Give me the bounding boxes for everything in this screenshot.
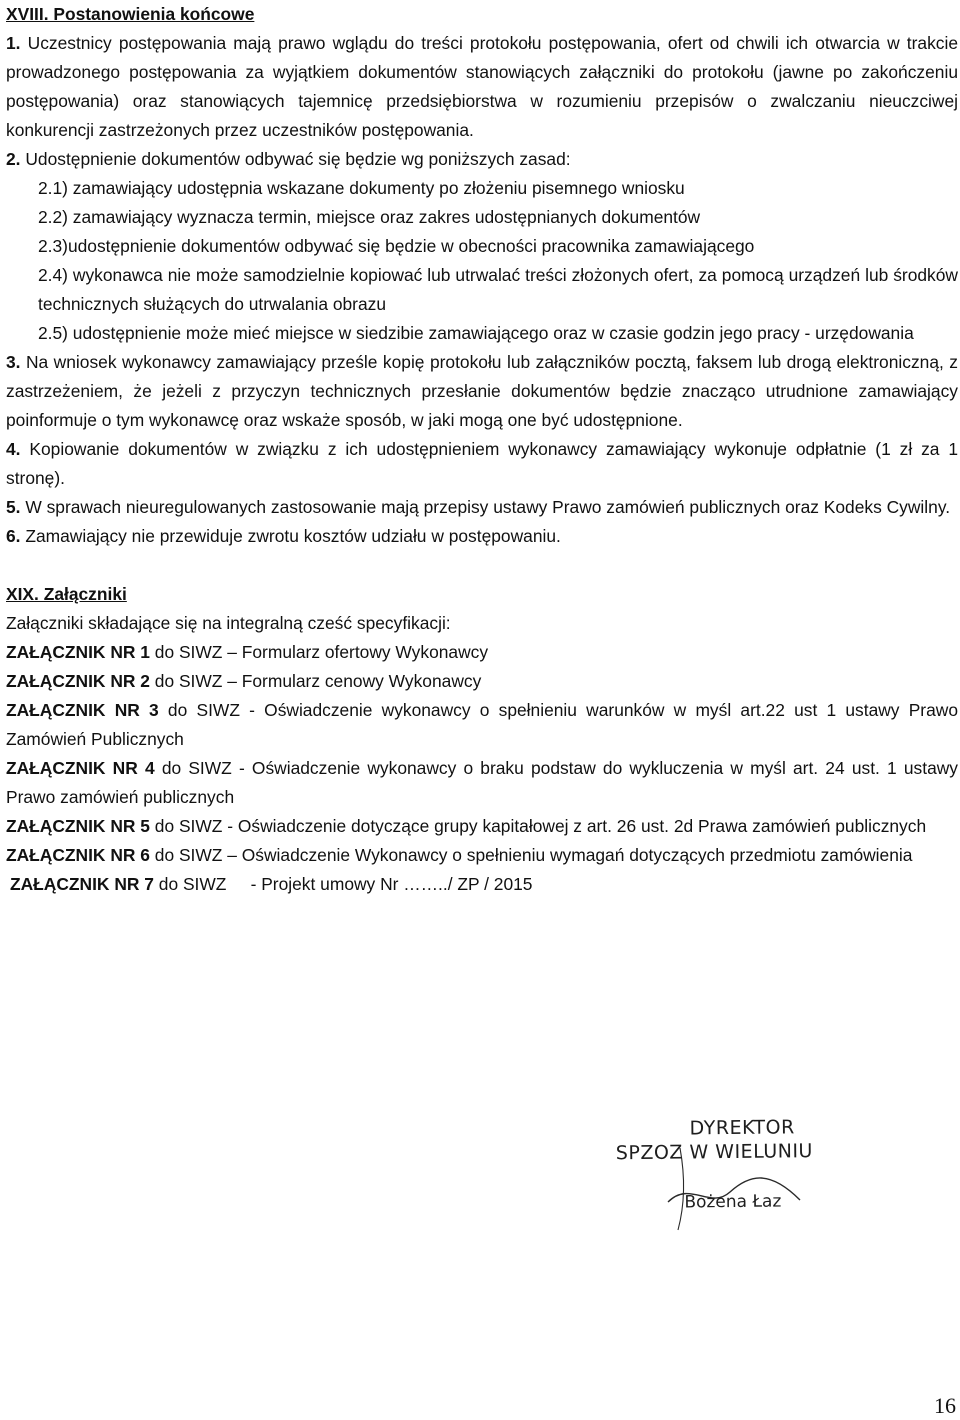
attachment-item <box>6 696 958 754</box>
paragraph-6 <box>6 522 958 551</box>
paragraph-text: Kopiowanie dokumentów w związku z ich udostępnieniem wykonawcy zamawiający wykonuje odpłatnie (1 zł za 1 stronę). <box>6 439 958 488</box>
paragraph-number: 5. <box>6 497 21 517</box>
list-item: 2.1) zamawiający udostępnia wskazane dokumenty po złożeniu pisemnego wniosku <box>38 178 685 198</box>
paragraph-number: 1. <box>6 33 21 53</box>
attachment-label: ZAŁĄCZNIK NR 4 <box>6 758 155 778</box>
attachment-text: do SIWZ – Formularz ofertowy Wykonawcy <box>149 642 489 662</box>
paragraph-2 <box>6 145 958 174</box>
paragraph-number: 6. <box>6 526 21 546</box>
section-heading-attachments: XIX. Załączniki <box>6 584 127 604</box>
paragraph-1 <box>6 29 958 145</box>
list-item: 2.5) udostępnienie może mieć miejsce w siedzibie zamawiającego oraz w czasie godzin jego pracy - urzędowania <box>38 323 914 343</box>
attachment-label: ZAŁĄCZNIK NR 5 <box>6 816 150 836</box>
stamp-title: DYREKTOR <box>689 1116 795 1140</box>
page-number: 16 <box>934 1393 956 1418</box>
spacer <box>6 551 958 580</box>
attachment-text: do SIWZ - Oświadczenie dotyczące grupy kapitałowej z art. 26 ust. 2d Prawa zamówień publicznych <box>149 816 927 836</box>
list-item: 2.3)udostępnienie dokumentów odbywać się będzie w obecności pracownika zamawiającego <box>38 236 755 256</box>
attachment-item <box>6 754 958 812</box>
paragraph-5 <box>6 493 958 522</box>
paragraph-text: W sprawach nieuregulowanych zastosowanie mają przepisy ustawy Prawo zamówień publicznych oraz Kodeks Cywilny. <box>25 497 951 517</box>
paragraph-text: Zamawiający nie przewiduje zwrotu kosztów udziału w postępowaniu. <box>25 526 561 546</box>
attachment-label: ZAŁĄCZNIK NR 3 <box>6 700 159 720</box>
attachment-text: do SIWZ – Formularz cenowy Wykonawcy <box>149 671 482 691</box>
list-item: 2.4) wykonawca nie może samodzielnie kopiować lub utrwalać treści złożonych ofert, za pomocą urządzeń lub środków technicznych służących do utrwalania obrazu <box>38 265 958 314</box>
attachment-text: do SIWZ - Oświadczenie wykonawcy o braku podstaw do wykluczenia w myśl art. 24 ust. 1 ustawy Prawo zamówień publicznych <box>6 758 959 807</box>
document-page <box>6 0 958 899</box>
attachment-item <box>6 667 958 696</box>
stamp-name: Bożena Łaz <box>684 1191 782 1213</box>
attachment-label: ZAŁĄCZNIK NR 1 <box>6 642 150 662</box>
paragraph-text: Uczestnicy postępowania mają prawo wglądu do treści protokołu postępowania, ofert od chwili ich otwarcia w trakcie prowadzonego postępowania za wyjątkiem dokumentów stanowiących załączniki do protokołu (jawne po zakończeniu postępowania) oraz stanowiących tajemnicę przedsiębiorstwa w rozumieniu przepisów o zwalczaniu nieuczciwej konkurencji zastrzeżonych przez uczestników postępowania. <box>6 33 958 140</box>
stamp-institution: SPZOZ W WIELUNIU <box>615 1140 814 1165</box>
paragraph-number: 4. <box>6 439 21 459</box>
attachment-label: ZAŁĄCZNIK NR 7 <box>10 874 154 894</box>
attachments-intro: Załączniki składające się na integralną cześć specyfikacji: <box>6 613 451 633</box>
director-stamp <box>611 1115 852 1216</box>
attachment-item <box>6 638 958 667</box>
paragraph-4 <box>6 435 958 493</box>
attachment-text: do SIWZ - Oświadczenie wykonawcy o spełnieniu warunków w myśl art.22 ust 1 ustawy Prawo Zamówień Publicznych <box>6 700 959 749</box>
attachment-label: ZAŁĄCZNIK NR 2 <box>6 671 150 691</box>
paragraph-text: Udostępnienie dokumentów odbywać się będzie wg poniższych zasad: <box>25 149 571 169</box>
attachment-item <box>6 812 958 841</box>
attachment-item <box>6 870 958 899</box>
section-heading-final-provisions: XVIII. Postanowienia końcowe <box>6 4 255 24</box>
paragraph-3 <box>6 348 958 435</box>
attachment-text: do SIWZ - Projekt umowy Nr ……../ ZP / 2015 <box>153 874 533 894</box>
paragraph-text: Na wniosek wykonawcy zamawiający prześle kopię protokołu lub załączników pocztą, faksem lub drogą elektroniczną, z zastrzeżeniem, że jeżeli z przyczyn technicznych przesłanie dokumentów będzie znacząco utrudnione zamawiający poinformuje o tym wykonawcę oraz wskaże sposób, w jaki mogą one być udostępnione. <box>6 352 958 430</box>
attachment-item <box>6 841 958 870</box>
list-item: 2.2) zamawiający wyznacza termin, miejsce oraz zakres udostępnianych dokumentów <box>38 207 701 227</box>
paragraph-number: 3. <box>6 352 21 372</box>
paragraph-number: 2. <box>6 149 21 169</box>
attachment-text: do SIWZ – Oświadczenie Wykonawcy o spełnieniu wymagań dotyczących przedmiotu zamówienia <box>149 845 913 865</box>
attachment-label: ZAŁĄCZNIK NR 6 <box>6 845 150 865</box>
